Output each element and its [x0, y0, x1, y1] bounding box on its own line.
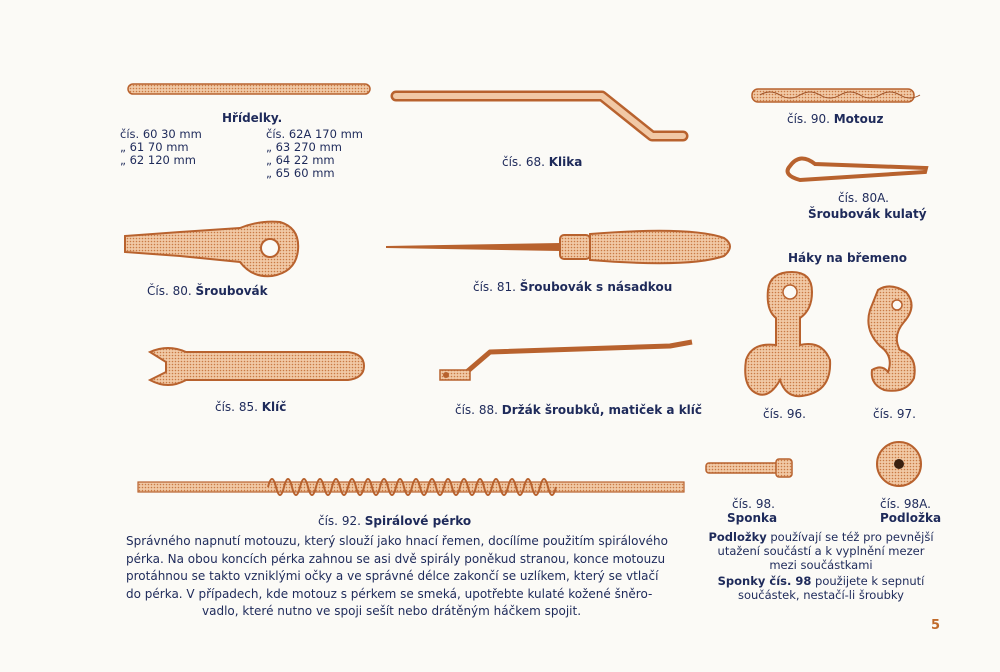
spring-illustration	[138, 479, 684, 495]
shaft-spec-line: „ 61 70 mm	[120, 140, 189, 154]
caption-88	[455, 403, 702, 418]
caption-90	[787, 112, 883, 127]
clip-illustration	[706, 459, 792, 477]
caption-80a-number: čís. 80A.	[838, 191, 889, 205]
caption-96: čís. 96.	[763, 407, 806, 421]
caption-80a-name: Šroubovák kulatý	[808, 207, 927, 221]
caption-97: čís. 97.	[873, 407, 916, 421]
clips-note	[696, 574, 946, 602]
screwdriver-handle-illustration	[386, 231, 730, 263]
note-text: mezi součástkami	[769, 558, 873, 572]
paragraph-line: do pérka. V případech, kde motouz s pérkem se smeká, upotřebte kulaté kožené šněro-	[126, 586, 653, 601]
crank-illustration	[396, 96, 683, 136]
shaft-spec-line: čís. 62A 170 mm	[266, 127, 363, 141]
wrench-illustration	[150, 348, 364, 385]
item-name: Spirálové pérko	[364, 514, 472, 528]
shaft-rod-illustration	[128, 84, 370, 94]
item-number: čís. 92.	[318, 514, 361, 528]
shaft-spec-line: „ 63 270 mm	[266, 140, 342, 154]
item-name: Klíč	[261, 400, 287, 414]
item-number: čís. 85.	[215, 400, 258, 414]
item-name: Šroubovák	[195, 284, 268, 298]
caption-98a-name: Podložka	[880, 511, 942, 525]
item-name: Klika	[548, 155, 583, 169]
item-name: Držák šroubků, matiček a klíč	[501, 403, 703, 417]
item-number: čís. 68.	[502, 155, 545, 169]
caption-98a-number: čís. 98A.	[880, 497, 931, 511]
washers-note	[696, 530, 946, 572]
note-text: použijete k sepnutí	[811, 574, 925, 588]
hook-97-illustration	[868, 286, 914, 390]
item-name: Motouz	[833, 112, 884, 126]
hooks-title: Háky na břemeno	[788, 251, 908, 265]
shafts-title: Hřídelky.	[222, 111, 283, 125]
note-bold: Podložky	[708, 530, 767, 544]
round-screwdriver-illustration	[788, 158, 926, 180]
note-bold: Sponky čís. 98	[717, 574, 812, 588]
item-number: čís. 81.	[473, 280, 516, 294]
holder-illustration	[440, 342, 692, 380]
caption-98-number: čís. 98.	[732, 497, 775, 511]
spring-description	[126, 533, 668, 621]
item-number: Čís. 80.	[147, 284, 192, 298]
caption-85	[215, 400, 286, 415]
washer-illustration	[877, 442, 921, 486]
note-text: používají se též pro pevnější	[766, 530, 934, 544]
item-number: čís. 90.	[787, 112, 830, 126]
shaft-spec-line: „ 65 60 mm	[266, 166, 335, 180]
caption-98-name: Sponka	[727, 511, 778, 525]
hook-96-illustration	[745, 272, 830, 396]
caption-80	[147, 284, 268, 299]
shaft-spec-line: čís. 60 30 mm	[120, 127, 202, 141]
caption-68	[502, 155, 582, 170]
cord-illustration	[752, 89, 920, 102]
note-text: utažení součástí a k vyplnění mezer	[717, 544, 925, 558]
item-number: čís. 88.	[455, 403, 498, 417]
item-name: Šroubovák s násadkou	[519, 280, 673, 294]
shaft-spec-line: „ 64 22 mm	[266, 153, 335, 167]
paragraph-line: Správného napnutí motouzu, který slouží jako hnací řemen, docílíme použitím spirálového	[126, 534, 668, 548]
paragraph-line: vadlo, které nutno ve spoji sešít nebo drátěným háčkem spojit.	[202, 604, 582, 618]
screwdriver-illustration	[125, 222, 298, 277]
paragraph-line: pérka. Na obou koncích pérka zahnou se asi dvě spirály poněkud stranou, konce motouzu	[126, 551, 666, 566]
shafts-spec-left	[120, 128, 202, 167]
page-number: 5	[930, 618, 940, 633]
caption-81	[473, 280, 672, 295]
note-text: součástek, nestačí-li šroubky	[737, 588, 904, 602]
caption-92	[318, 514, 471, 529]
paragraph-line: protáhnou se takto vzniklými očky a ve správné délce zakončí se uzlíkem, který se vtlačí	[126, 569, 659, 583]
shafts-spec-right	[266, 128, 363, 180]
shaft-spec-line: „ 62 120 mm	[120, 153, 196, 167]
